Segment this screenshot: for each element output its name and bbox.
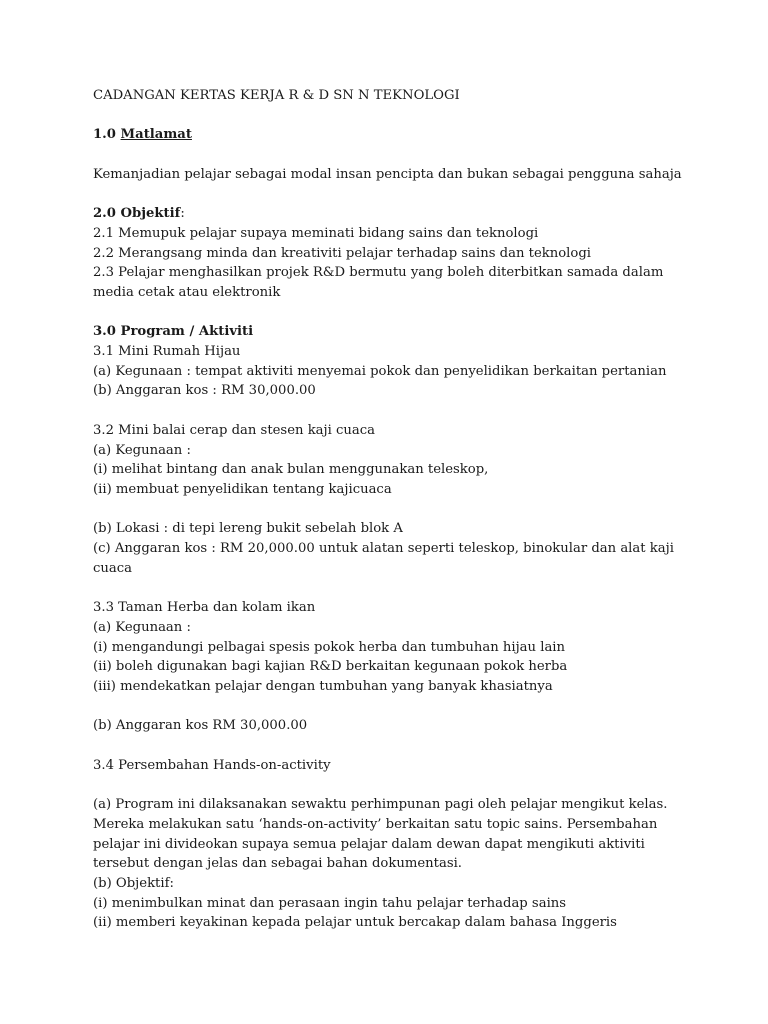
section-1-title: Matlamat (120, 127, 192, 143)
program-3-3-title: 3.3 Taman Herba dan kolam ikan (93, 600, 316, 616)
program-3-1-title: 3.1 Mini Rumah Hijau (93, 344, 241, 360)
program-3-4-title: 3.4 Persembahan Hands-on-activity (93, 757, 331, 773)
program-line: (i) mengandungi pelbagai spesis pokok herba dan tumbuhan hijau lain (93, 639, 566, 655)
program-line: (ii) boleh digunakan bagi kajian R&D berkaitan kegunaan pokok herba (93, 659, 568, 675)
section-3-heading: 3.0 Program / Aktiviti (93, 324, 254, 340)
program-line: (i) melihat bintang dan anak bulan menggunakan teleskop, (93, 462, 489, 478)
section-1-heading (93, 125, 713, 145)
program-line: Mereka melakukan satu ‘hands-on-activity’ berkaitan satu topic sains. Persembahan (93, 816, 658, 832)
objective-item: 2.3 Pelajar menghasilkan projek R&D bermutu yang boleh diterbitkan samada dalam (93, 265, 664, 281)
program-line: tersebut dengan jelas dan sebagai bahan dokumentasi. (93, 856, 462, 872)
document-page (93, 86, 713, 933)
program-line: (a) Kegunaan : (93, 619, 191, 635)
objective-item-continuation: media cetak atau elektronik (93, 284, 281, 300)
program-line: (b) Anggaran kos RM 30,000.00 (93, 718, 308, 734)
program-line: (b) Lokasi : di tepi lereng bukit sebelah blok A (93, 521, 403, 537)
program-line: (a) Program ini dilaksanakan sewaktu perhimpunan pagi oleh pelajar mengikut kelas. (93, 797, 668, 813)
document-title: CADANGAN KERTAS KERJA R & D SN N TEKNOLOGI (93, 88, 460, 103)
section-1-number: 1.0 (93, 127, 116, 143)
section-1-body: Kemanjadian pelajar sebagai modal insan pencipta dan bukan sebagai pengguna sahaja (93, 166, 682, 182)
section-2-heading: 2.0 Objektif: (93, 206, 185, 222)
program-3-2-title: 3.2 Mini balai cerap dan stesen kaji cuaca (93, 422, 376, 438)
program-line: (ii) memberi keyakinan kepada pelajar untuk bercakap dalam bahasa Inggeris (93, 915, 617, 931)
program-line: (a) Kegunaan : (93, 442, 191, 458)
program-line: (iii) mendekatkan pelajar dengan tumbuhan yang banyak khasiatnya (93, 678, 553, 694)
objective-item: 2.1 Memupuk pelajar supaya meminati bidang sains dan teknologi (93, 225, 539, 241)
program-line: (c) Anggaran kos : RM 20,000.00 untuk alatan seperti teleskop, binokular dan alat kaji (93, 541, 674, 557)
program-line: cuaca (93, 560, 132, 576)
program-line: pelajar ini divideokan supaya semua pelajar dalam dewan dapat mengikuti aktiviti (93, 836, 645, 852)
program-line: (a) Kegunaan : tempat aktiviti menyemai pokok dan penyelidikan berkaitan pertanian (93, 363, 667, 379)
program-line: (ii) membuat penyelidikan tentang kajicuaca (93, 481, 392, 497)
program-line: (i) menimbulkan minat dan perasaan ingin tahu pelajar terhadap sains (93, 895, 567, 911)
program-line: (b) Anggaran kos : RM 30,000.00 (93, 383, 316, 399)
objective-item: 2.2 Merangsang minda dan kreativiti pelajar terhadap sains dan teknologi (93, 245, 591, 261)
program-line: (b) Objektif: (93, 875, 174, 891)
